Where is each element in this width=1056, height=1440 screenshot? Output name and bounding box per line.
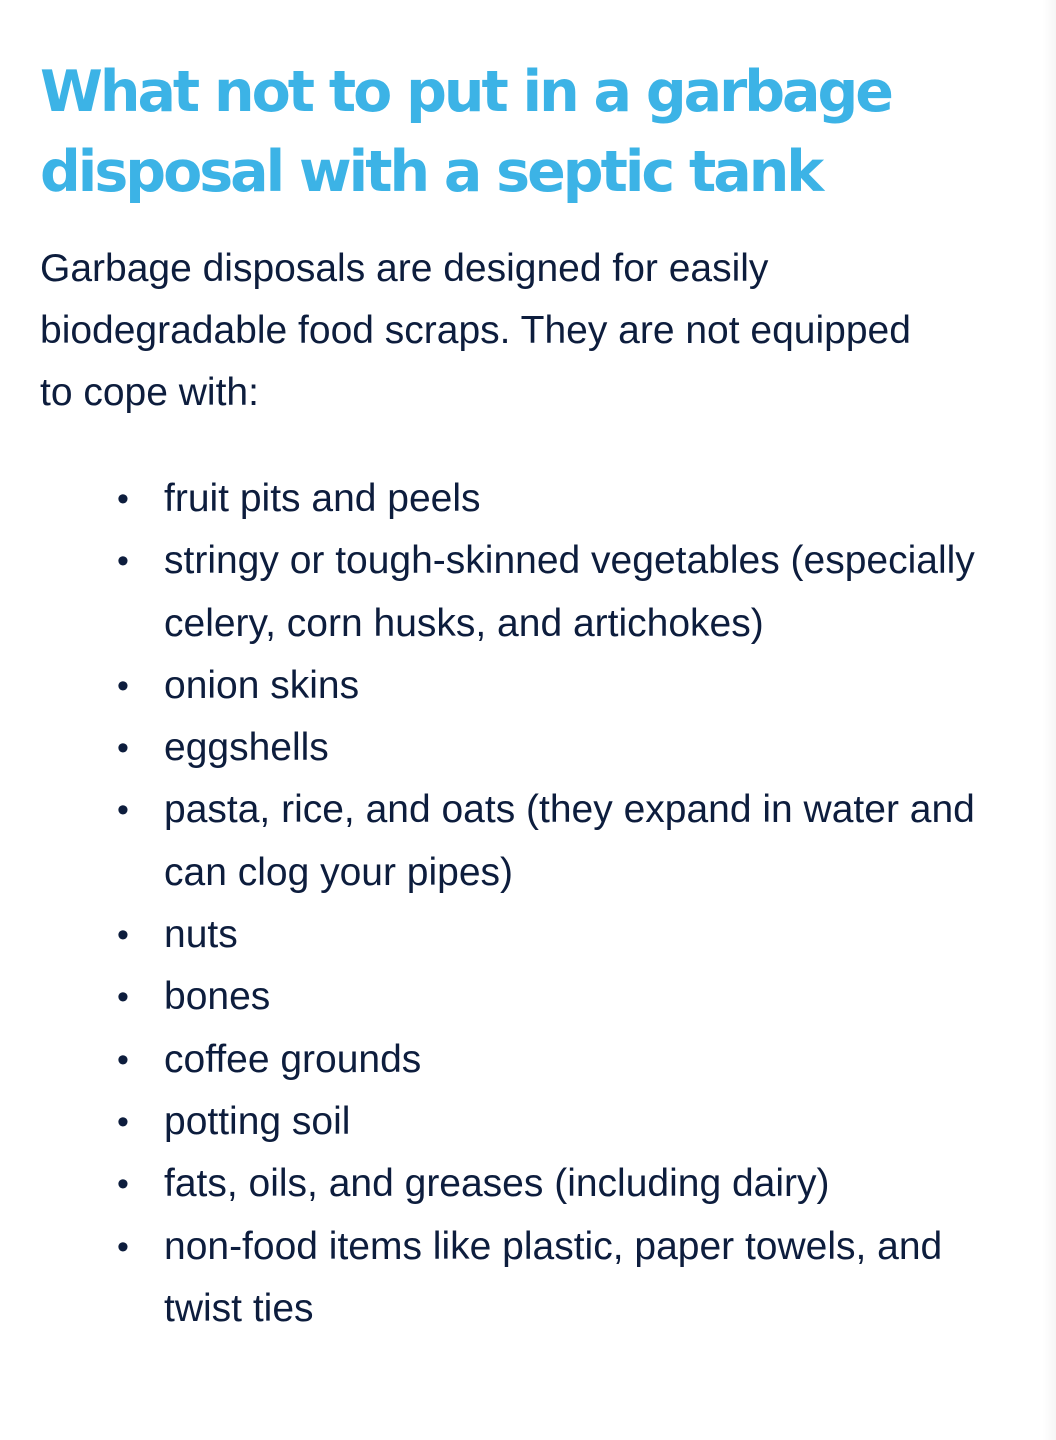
list-item-text: non-food items like plastic, paper towels, and twist ties <box>164 1224 943 1330</box>
intro-paragraph: Garbage disposals are designed for easily biodegradable food scraps. They are not equipped to cope with: <box>40 247 911 414</box>
list-item <box>40 1029 1014 1091</box>
list-item-text: pasta, rice, and oats (they expand in water and can clog your pipes) <box>164 788 975 894</box>
list-item-text: onion skins <box>164 663 360 707</box>
list-item <box>40 655 1014 717</box>
list-item-text: fruit pits and peels <box>164 477 481 520</box>
article-heading: What not to put in a garbage disposal with a septic tank <box>40 59 891 205</box>
scroll-edge-shadow <box>1042 0 1056 1440</box>
list-item <box>40 468 1014 530</box>
list-item <box>40 1153 1014 1215</box>
bullet-icon: • <box>117 791 129 830</box>
list-item-text: nuts <box>164 913 238 957</box>
list-item-text: potting soil <box>164 1099 351 1143</box>
bullet-icon: • <box>117 1165 129 1204</box>
bullet-icon: • <box>117 916 129 955</box>
bullet-icon: • <box>117 666 129 705</box>
article <box>40 52 1010 1340</box>
bullet-icon: • <box>117 480 129 518</box>
list-item-text: fats, oils, and greases (including dairy) <box>164 1162 830 1206</box>
bullet-icon: • <box>117 978 129 1017</box>
bullet-icon: • <box>117 1102 129 1141</box>
bullet-icon: • <box>117 729 129 768</box>
disposal-items-list <box>40 468 1010 1340</box>
list-item <box>40 779 1014 904</box>
list-item <box>40 717 1014 779</box>
list-item <box>40 904 1014 966</box>
list-item <box>40 530 1014 655</box>
list-item-text: coffee grounds <box>164 1037 422 1081</box>
list-item-text: bones <box>164 975 271 1019</box>
list-item <box>40 1091 1014 1153</box>
list-item <box>40 1216 1014 1341</box>
bullet-icon: • <box>117 1040 129 1079</box>
list-item-text: eggshells <box>164 726 329 770</box>
bullet-icon: • <box>117 1227 129 1266</box>
list-item-text: stringy or tough-skinned vegetables (especially celery, corn husks, and artichokes) <box>164 539 975 645</box>
list-item <box>40 966 1014 1028</box>
bullet-icon: • <box>117 542 129 581</box>
